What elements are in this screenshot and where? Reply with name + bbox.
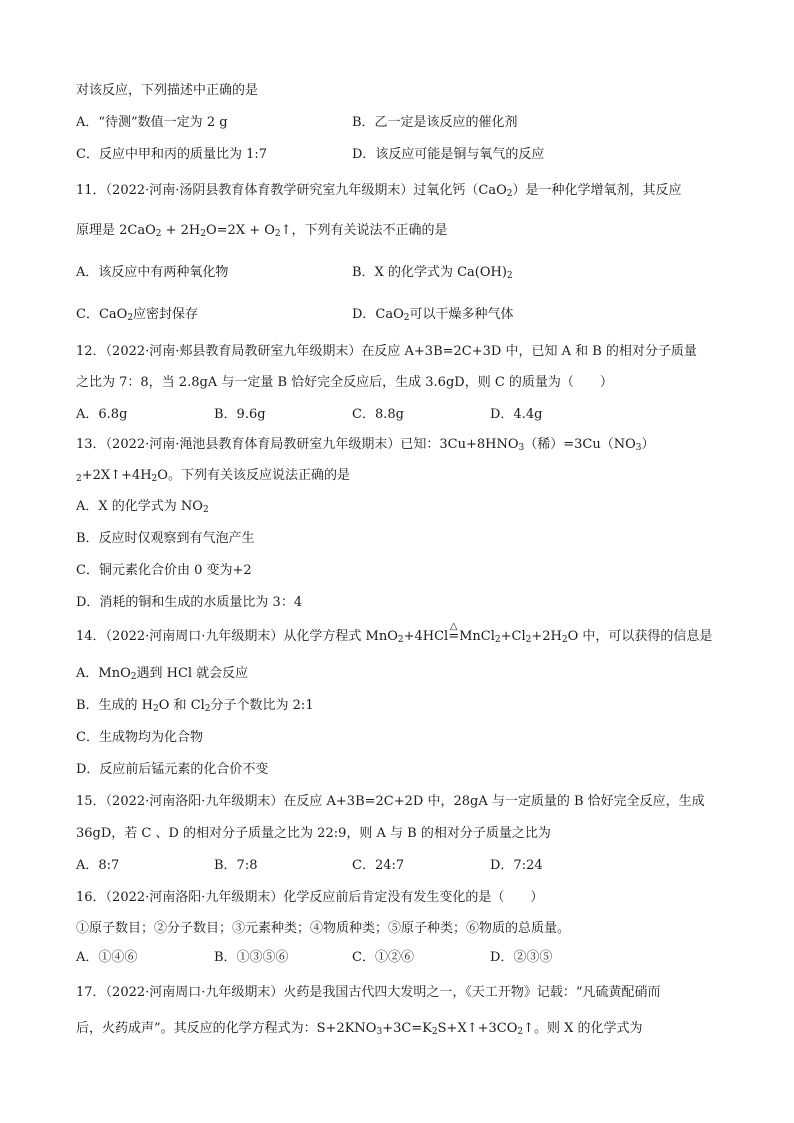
q12-option-a: A．6.8g (76, 407, 128, 422)
heat-condition: △ = (448, 621, 460, 644)
q13-stem-line1: 13．（2022·河南·渑池县教育体育局教研室九年级期末）已知：$3Cu+8HNO_3$（稀）$=3Cu(NO_3)$ (76, 437, 655, 453)
q12-option-c: C．8.8g (352, 407, 404, 422)
q12-option-d: D．4.4g (490, 407, 543, 422)
q11-stem-line2: 原理是 $2CaO_2 + 2H_2O=2X$ + $O_2↑$，下列有关说法不正确的是 (76, 223, 448, 239)
q12-stem-line2: 之比为 7：8，当 2.8gA 与一定量 B 恰好完全反应后，生成 3.6gD，则 C 的质量为（ ） (76, 375, 613, 390)
q13-option-c: C．铜元素化合价由 0 变为+2 (76, 563, 252, 578)
q10-option-c: C．反应中甲和丙的质量比为 1:7 (76, 147, 268, 162)
q16-stem-line1: 16．（2022·河南洛阳·九年级期末）化学反应前后肯定没有发生变化的是（ ） (76, 890, 544, 905)
q10-option-b: B．乙一定是该反应的催化剂 (352, 115, 518, 130)
q14-option-b: B．生成的 $H_2O$ 和 $Cl_2$分子个数比为 2:1 (76, 698, 314, 714)
q15-option-b: B．7:8 (214, 858, 258, 873)
q12-option-b: B．9.6g (214, 407, 266, 422)
q14-option-c: C．生成物均为化合物 (76, 730, 203, 745)
q16-option-b: B．①③⑤⑥ (214, 950, 289, 965)
q16-option-a: A．①④⑥ (76, 950, 138, 965)
q13-option-a: A．X 的化学式为 $NO_2$ (76, 499, 209, 515)
q15-option-a: A．8:7 (76, 858, 120, 873)
q16-option-c: C．①②⑥ (352, 950, 414, 965)
q15-stem-line1: 15．（2022·河南洛阳·九年级期末）在反应 A+3B=2C+2D 中，28gA 与一定质量的 B 恰好完全反应，生成 (76, 794, 705, 809)
q11-option-b: B．X 的化学式为 $Ca(OH)_2$ (352, 265, 513, 281)
q11-option-a: A．该反应中有两种氧化物 (76, 265, 229, 280)
q17-stem-line2: 后，火药成声”。其反应的化学方程式为：$S+2KNO_3+3C=K_2S+X↑+3CO_2↑$。则 X 的化学式为 (76, 1021, 643, 1037)
q13-option-d: D．消耗的铜和生成的水质量比为 3：4 (76, 595, 303, 610)
q15-option-d: D．7:24 (490, 858, 543, 873)
intro-text: 对该反应，下列描述中正确的是 (76, 83, 259, 98)
q14-stem-line1: 14．（2022·河南周口·九年级期末）从化学方程式 MnO$_2$+4HCl △ $=MnCl_2+Cl_2+2H_2O$ 中，可以获得的信息是 (76, 621, 713, 645)
q10-option-d: D．该反应可能是铜与氧气的反应 (352, 147, 545, 162)
q11-option-c: C．CaO$_2$应密封保存 (76, 307, 199, 323)
q16-option-d: D．②③⑤ (490, 950, 553, 965)
q16-stem-line2: ①原子数目；②分子数目；③元素种类；④物质种类；⑤原子种类；⑥物质的总质量。 (76, 921, 571, 936)
q13-stem-line2: $_2+2X↑+4H_2O$。下列有关该反应说法正确的是 (76, 468, 350, 484)
q14-option-d: D．反应前后锰元素的化合价不变 (76, 762, 269, 777)
q17-stem-line1: 17．（2022·河南周口·九年级期末）火药是我国古代四大发明之一，《天工开物》记载：“凡硫黄配硝而 (76, 985, 661, 1000)
q15-option-c: C．24:7 (352, 858, 405, 873)
q12-stem-line1: 12．（2022·河南·郏县教育局教研室九年级期末）在反应 A+3B=2C+3D 中，已知 A 和 B 的相对分子质量 (76, 344, 697, 359)
q10-option-a: A．“待测”数值一定为 2 g (76, 115, 228, 130)
q14-option-a: A．MnO$_2$遇到 HCl 就会反应 (76, 666, 249, 682)
q13-option-b: B．反应时仅观察到有气泡产生 (76, 531, 255, 546)
q15-stem-line2: 36gD，若 C 、D 的相对分子质量之比为 22:9，则 A 与 B 的相对分子质量之比为 (76, 826, 551, 841)
q11-stem-line1: 11．（2022·河南·汤阴县教育体育教学研究室九年级期末）过氧化钙（CaO$_2$）是一种化学增氧剂，其反应 (76, 183, 682, 199)
q11-option-d: D．CaO$_2$可以干燥多种气体 (352, 307, 514, 323)
